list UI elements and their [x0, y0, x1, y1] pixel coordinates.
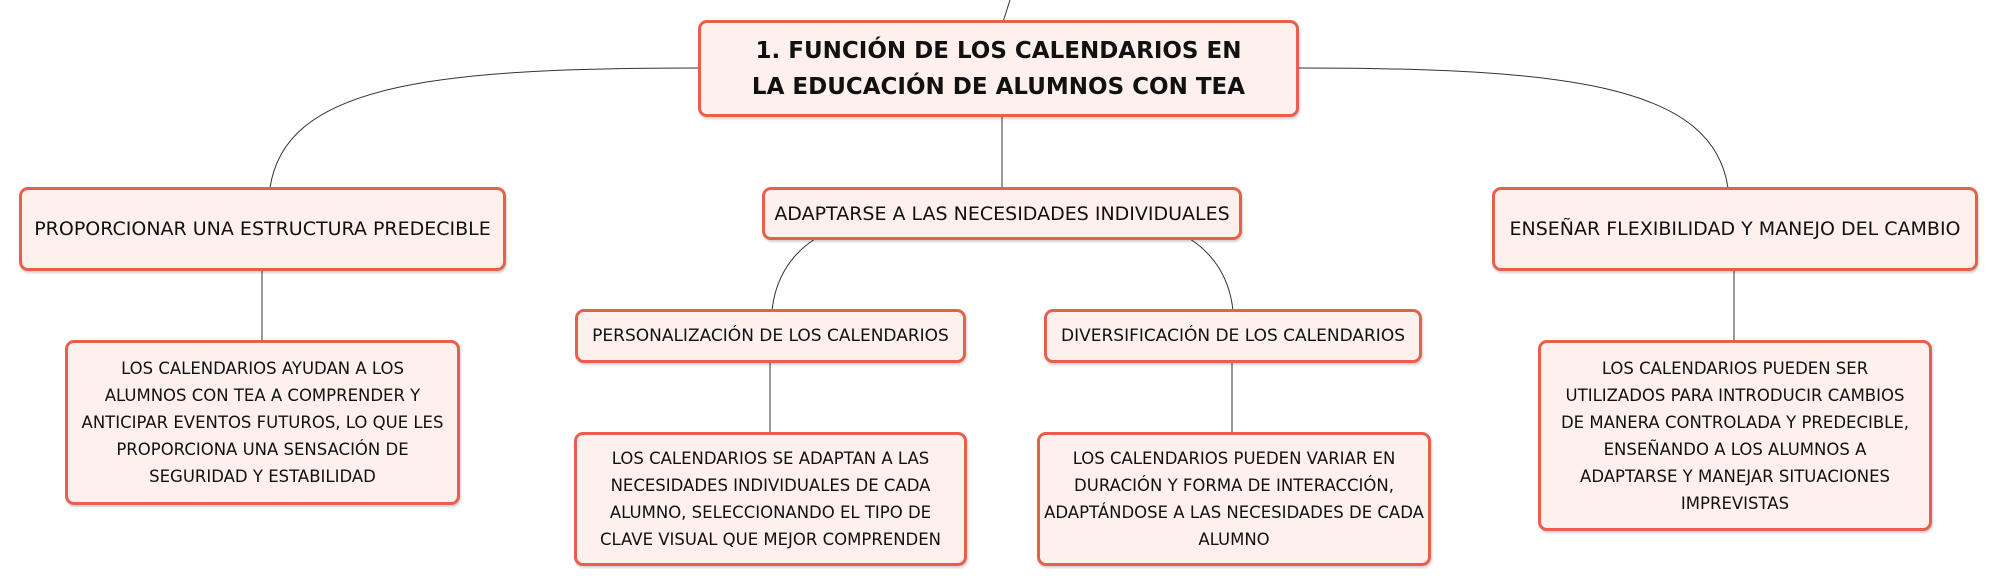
node-necesidades-individuales[interactable] — [762, 187, 1242, 240]
link-center-to-diversificacion — [1190, 239, 1233, 311]
personalizacion-label: PERSONALIZACIÓN DE LOS CALENDARIOS — [592, 326, 949, 346]
diversificacion-detail: LOS CALENDARIOS PUEDEN VARIAR EN DURACIÓN Y FORMA DE INTERACCIÓN, ADAPTÁNDOSE A LAS NECESIDADES DE CADA ALUMNO — [1044, 449, 1424, 549]
estructura-predecible-detail: LOS CALENDARIOS AYUDAN A LOS ALUMNOS CON TEA A COMPRENDER Y ANTICIPAR EVENTOS FUTUROS, LO QUE LES PROPORCIONA UNA SENSACIÓN DE SEGURIDAD Y ESTABILIDAD — [81, 359, 444, 486]
root-node[interactable] — [698, 20, 1299, 117]
necesidades-individuales-label: ADAPTARSE A LAS NECESIDADES INDIVIDUALES — [774, 202, 1230, 225]
detail-estructura-predecible[interactable] — [65, 340, 460, 505]
node-estructura-predecible[interactable] — [19, 187, 506, 271]
flexibilidad-cambio-detail: LOS CALENDARIOS PUEDEN SER UTILIZADOS PARA INTRODUCIR CAMBIOS DE MANERA CONTROLADA Y PREDECIBLE, ENSEÑANDO A LOS ALUMNOS A ADAPTARSE Y MANEJAR SITUACIONES IMPREVISTAS — [1560, 358, 1910, 513]
link-center-to-personalizacion — [772, 239, 815, 311]
detail-personalizacion[interactable] — [574, 432, 967, 566]
personalizacion-detail: LOS CALENDARIOS SE ADAPTAN A LAS NECESIDADES INDIVIDUALES DE CADA ALUMNO, SELECCIONANDO EL TIPO DE CLAVE VISUAL QUE MEJOR COMPRENDEN — [599, 449, 942, 549]
detail-flexibilidad-cambio[interactable] — [1538, 340, 1932, 531]
node-diversificacion[interactable] — [1044, 309, 1422, 363]
node-flexibilidad-cambio[interactable] — [1492, 187, 1978, 271]
diversificacion-label: DIVERSIFICACIÓN DE LOS CALENDARIOS — [1061, 326, 1405, 346]
link-parent-to-root — [1003, 0, 1010, 22]
root-label: 1. FUNCIÓN DE LOS CALENDARIOS EN LA EDUCACIÓN DE ALUMNOS CON TEA — [751, 37, 1246, 100]
link-root-to-right — [1298, 68, 1728, 188]
detail-diversificacion[interactable] — [1037, 432, 1431, 566]
link-root-to-left — [270, 68, 700, 188]
node-personalizacion[interactable] — [575, 309, 966, 363]
estructura-predecible-label: PROPORCIONAR UNA ESTRUCTURA PREDECIBLE — [34, 218, 491, 240]
flexibilidad-cambio-label: ENSEÑAR FLEXIBILIDAD Y MANEJO DEL CAMBIO — [1509, 218, 1961, 240]
